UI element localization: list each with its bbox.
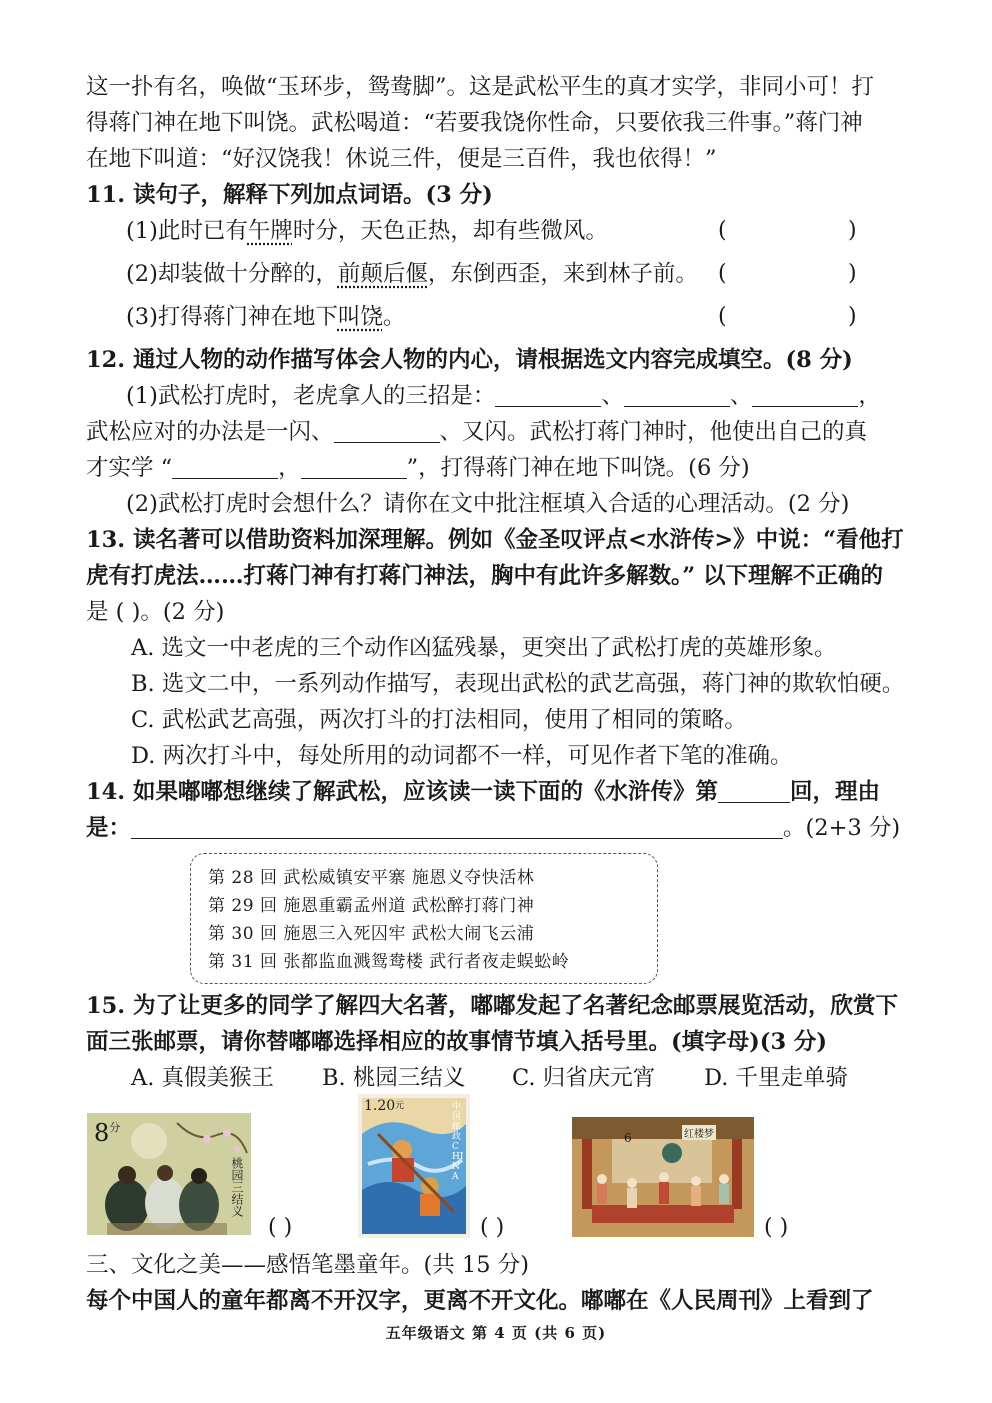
section-3-intro: 每个中国人的童年都离不开汉字，更离不开文化。嘟嘟在《人民周刊》上看到了	[86, 1288, 874, 1314]
question-15-line: 面三张邮票，请你替嘟嘟选择相应的故事情节填入括号里。(填字母)(3 分)	[86, 1029, 828, 1055]
stamp-2-unit: 元	[395, 1101, 405, 1111]
answer-paren-close[interactable]: )	[848, 304, 857, 329]
stamp-3-caption: 红楼梦	[682, 1125, 716, 1140]
q12-part-1-line-1: (1)武松打虎时，老虎拿人的三招是： 、 、 ，	[126, 383, 881, 409]
answer-blank[interactable]	[495, 384, 601, 407]
dotted-word: 叫饶	[337, 304, 383, 330]
q15-option-d: D. 千里走单骑	[704, 1065, 849, 1091]
answer-blank[interactable]	[624, 384, 730, 407]
dotted-word: 前颠后偃	[337, 261, 428, 287]
chapter-item: 第 29 回 施恩重霸孟州道 武松醉打蒋门神	[208, 896, 535, 916]
stamp-2-country: 中国邮政 CHINA	[452, 1102, 464, 1182]
q12-part-1-line-2: 武松应对的办法是一闪、 、又闪。武松打蒋门神时，他使出自己的真	[86, 419, 868, 445]
chapter-item: 第 31 回 张都监血溅鸳鸯楼 武行者夜走蜈蚣岭	[208, 952, 570, 972]
answer-paren[interactable]: ( )	[764, 1215, 789, 1240]
stamp-3-value: 6	[624, 1131, 632, 1145]
passage-line: 这一扑有名，唤做“玉环步，鸳鸯脚”。这是武松平生的真才实学，非同小可！打	[86, 74, 875, 100]
question-11-title: 11. 读句子，解释下列加点词语。(3 分)	[86, 182, 493, 208]
question-12-title: 12. 通过人物的动作描写体会人物的内心，请根据选文内容完成填空。(8 分)	[86, 347, 853, 373]
question-13-line: 是 ( )。(2 分)	[86, 599, 225, 625]
answer-paren-close[interactable]: )	[848, 261, 857, 286]
q12-part-1-line-3: 才实学 “ ， ”，打得蒋门神在地下叫饶。(6 分)	[86, 455, 750, 481]
answer-paren[interactable]: ( )	[268, 1215, 293, 1240]
answer-paren[interactable]: ( )	[480, 1215, 505, 1240]
answer-blank[interactable]	[334, 420, 440, 443]
reason-blank[interactable]	[131, 816, 783, 839]
passage-line: 得蒋门神在地下叫饶。武松喝道：“若要我饶你性命，只要依我三件事。”蒋门神	[86, 110, 863, 136]
answer-paren-open: (	[718, 304, 727, 329]
passage-line: 在地下叫道：“好汉饶我！休说三件，便是三百件，我也依得！”	[86, 146, 717, 172]
question-14-line-1: 14. 如果嘟嘟想继续了解武松，应该读一读下面的《水浒传》第 回，理由	[86, 779, 880, 805]
q13-option-c[interactable]: C. 武松武艺高强，两次打斗的打法相同，使用了相同的策略。	[131, 707, 747, 733]
answer-paren-open: (	[718, 218, 727, 243]
q15-option-c: C. 归省庆元宵	[512, 1065, 656, 1091]
q13-option-d[interactable]: D. 两次打斗中，每处所用的动词都不一样，可见作者下笔的准确。	[131, 743, 793, 769]
answer-paren-close[interactable]: )	[848, 218, 857, 243]
question-13-line: 虎有打虎法……打蒋门神有打蒋门神法，胸中有此许多解数。” 以下理解不正确的	[86, 563, 884, 589]
stamp-peach-garden	[87, 1113, 251, 1235]
page-footer: 五年级语文 第 4 页 (共 6 页)	[385, 1324, 607, 1342]
stamp-3-artwork	[572, 1117, 754, 1237]
stamp-monkey-king	[358, 1094, 470, 1238]
q15-option-a: A. 真假美猴王	[131, 1065, 275, 1091]
stamp-1-unit: 分	[109, 1121, 121, 1134]
answer-blank[interactable]	[301, 456, 407, 479]
q12-part-2: (2)武松打虎时会想什么？请你在文中批注框填入合适的心理活动。(2 分)	[126, 491, 850, 517]
section-3-title: 三、文化之美——感悟笔墨童年。(共 15 分)	[86, 1252, 529, 1278]
answer-blank[interactable]	[752, 384, 858, 407]
chapter-item: 第 30 回 施恩三入死囚牢 武松大闹飞云浦	[208, 924, 535, 944]
q11-sentence-2: (2)却装做十分醉的，前颠后偃，东倒西歪，来到林子前。	[126, 261, 698, 287]
q13-option-b[interactable]: B. 选文二中，一系列动作描写，表现出武松的武艺高强，蒋门神的欺软怕硬。	[131, 671, 905, 697]
q11-sentence-3: (3)打得蒋门神在地下叫饶。	[126, 304, 406, 330]
question-15-line: 15. 为了让更多的同学了解四大名著，嘟嘟发起了名著纪念邮票展览活动，欣赏下	[86, 993, 898, 1019]
answer-paren-open: (	[718, 261, 727, 286]
q15-option-b: B. 桃园三结义	[322, 1065, 466, 1091]
answer-blank[interactable]	[172, 456, 278, 479]
stamp-1-value: 8	[94, 1119, 110, 1147]
chapter-item: 第 28 回 武松威镇安平寨 施恩义夺快活林	[208, 868, 535, 888]
stamp-1-caption: 桃园三结义	[230, 1157, 244, 1217]
q13-option-a[interactable]: A. 选文一中老虎的三个动作凶猛残暴，更突出了武松打虎的英雄形象。	[131, 635, 837, 661]
chapter-blank[interactable]	[718, 780, 790, 803]
question-14-line-2: 是： 。(2+3 分)	[86, 815, 901, 841]
stamp-2-value: 1.20	[364, 1098, 396, 1114]
dotted-word: 午牌	[247, 218, 293, 244]
question-13-line: 13. 读名著可以借助资料加深理解。例如《金圣叹评点<水浒传>》中说：“看他打	[86, 527, 904, 553]
stamp-red-chamber	[572, 1117, 754, 1237]
q11-sentence-1: (1)此时已有午牌时分，天色正热，却有些微风。	[126, 218, 608, 244]
